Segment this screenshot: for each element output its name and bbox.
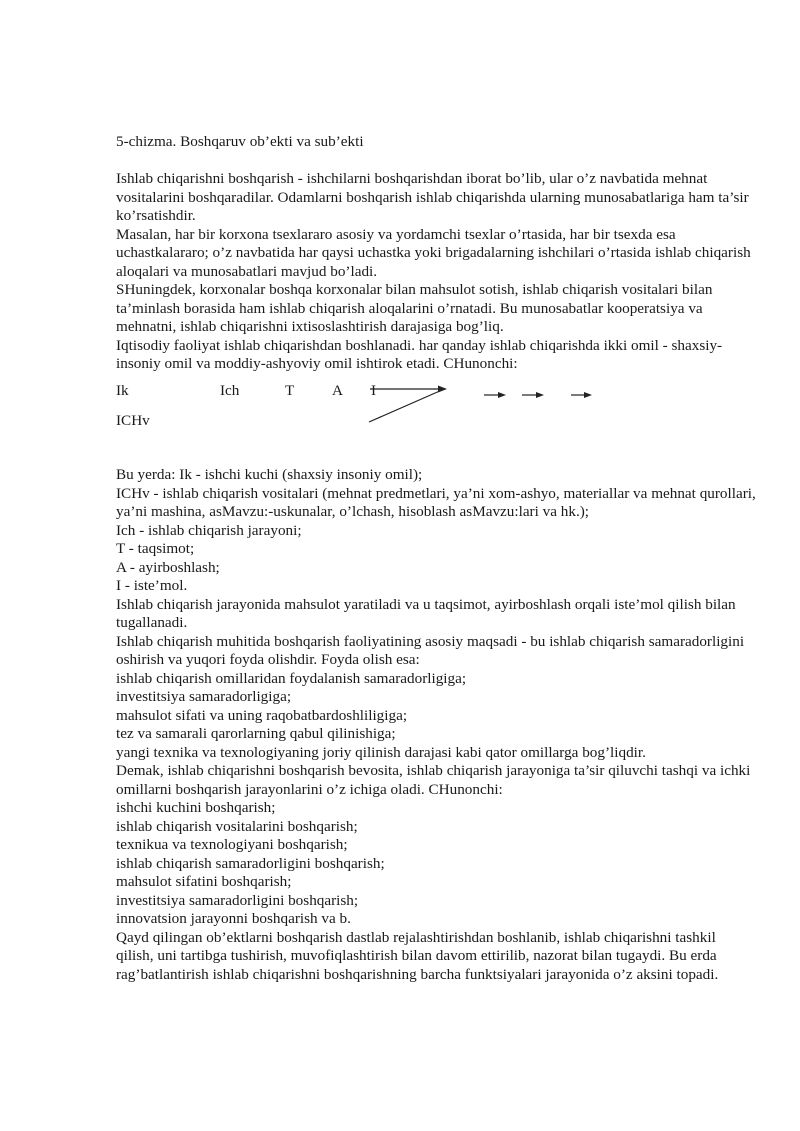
list-item: investitsiya samaradorligiga; — [116, 688, 292, 705]
blank-line — [116, 448, 756, 467]
list-item: tez va samarali qarorlarning qabul qilinishiga; — [116, 725, 396, 742]
paragraph: A - ayirboshlash; — [116, 558, 220, 576]
label-ich: Ich — [220, 381, 240, 399]
list-item: ishlab chiqarish omillaridan foydalanish samaradorligiga; — [116, 669, 467, 687]
production-flow-diagram — [116, 374, 756, 448]
paragraph: Qayd qilingan ob’ektlarni boshqarish dastlab rejalashtirishdan boshlanib, ishlab chiqarishni tashkil qilish, uni tartibga tushirish, muvofiqlashtirish bilan davom ettirilib, nazorat bilan tugaydi. Bu erda rag’batlantirish ishlab chiqarishni boshqarishning barcha funktsiyalari jarayonida o’z aksini topadi. — [116, 928, 719, 983]
label-t: T — [285, 381, 295, 399]
paragraph: T - taqsimot; — [116, 540, 195, 557]
list-item: texnikua va texnologiyani boshqarish; — [116, 836, 348, 853]
list-item: investitsiya samaradorligini boshqarish; — [116, 891, 359, 909]
paragraph: I - iste’mol. — [116, 577, 188, 594]
list-item: ishlab chiqarish vositalarini boshqarish; — [116, 817, 358, 835]
diagram-arrow-to-top — [369, 390, 442, 422]
list-item: ishlab chiqarish samaradorligini boshqarish; — [116, 854, 385, 872]
label-a: A — [332, 381, 343, 399]
blank-line — [116, 152, 756, 171]
list-item: innovatsion jarayonni boshqarish va b. — [116, 910, 351, 927]
paragraph: SHuningdek, korxonalar boshqa korxonalar bilan mahsulot sotish, ishlab chiqarish vositalari bilan ta’minlash borasida ham ishlab chiqarish aloqalarini o’rnatadi. Bu munosabatlar kooperatsiya va mehnatni, ishlab chiqarishni ixtisoslashtirish darajasiga bog’liq. — [116, 281, 713, 335]
arrowhead-icon — [438, 385, 447, 392]
paragraph: Bu yerda: Ik - ishchi kuchi (shaxsiy insoniy omil); — [116, 466, 423, 483]
diagram-arrows — [116, 374, 756, 448]
list-item: mahsulot sifatini boshqarish; — [116, 873, 292, 890]
figure-caption: 5-chizma. Boshqaruv ob’ekti va sub’ekti — [116, 133, 364, 150]
paragraph: Ich - ishlab chiqarish jarayoni; — [116, 521, 302, 539]
paragraph: Iqtisodiy faoliyat ishlab chiqarishdan boshlanadi. har qanday ishlab chiqarishda ikki omil - shaxsiy-insoniy omil va moddiy-ashyoviy omil ishtirok etadi. CHunonchi: — [116, 336, 723, 372]
label-ichv: ICHv — [116, 411, 150, 429]
paragraph: Ishlab chiqarish jarayonida mahsulot yaratiladi va u taqsimot, ayirboshlash orqali iste’mol qilish bilan tugallanadi. — [116, 595, 736, 631]
paragraph: Demak, ishlab chiqarishni boshqarish bevosita, ishlab chiqarish jarayoniga ta’sir qiluvchi tashqi va ichki omillarni boshqarish jarayonlarini o’z ichiga oladi. CHunonchi: — [116, 762, 751, 798]
paragraph: Masalan, har bir korxona tsexlararo asosiy va yordamchi tsexlar o’rtasida, har bir tsexda esa uchastkalararo; o’z navbatida har qaysi uchastka yoki brigadalarning ishchilari o’rtasida ishlab chiqarish aloqalari va munosabatlari mavjud bo’ladi. — [116, 225, 751, 280]
document-page — [116, 133, 756, 984]
paragraph: ICHv - ishlab chiqarish vositalari (mehnat predmetlari, ya’ni xom-ashyo, materiallar va mehnat qurollari, ya’ni mashina, asMavzu:-uskunalar, o’lchash, hisoblash asMavzu:lari va hk.); — [116, 484, 756, 520]
list-item: ishchi kuchini boshqarish; — [116, 799, 276, 816]
list-item: yangi texnika va texnologiyaning joriy qilinish darajasi kabi qator omillarga bog’liqdir. — [116, 743, 646, 761]
label-i: I — [371, 381, 377, 399]
arrowhead-icon — [498, 392, 506, 398]
list-item: mahsulot sifati va uning raqobatbardoshliligiga; — [116, 706, 408, 724]
arrowhead-icon — [536, 392, 544, 398]
paragraph: Ishlab chiqarish muhitida boshqarish faoliyatining asosiy maqsadi - bu ishlab chiqarish samaradorligini oshirish va yuqori foyda olishdir. Foyda olish esa: — [116, 632, 745, 668]
paragraph: Ishlab chiqarishni boshqarish - ishchilarni boshqarishdan iborat bo’lib, ular o’z navbatida mehnat vositalarini boshqaradilar. Odamlarni boshqarish ishlab chiqarishda ularning munosabatlariga ham ta’sir ko’rsatishdir. — [116, 170, 749, 224]
arrowhead-icon — [584, 392, 592, 398]
label-ik: Ik — [116, 381, 129, 399]
